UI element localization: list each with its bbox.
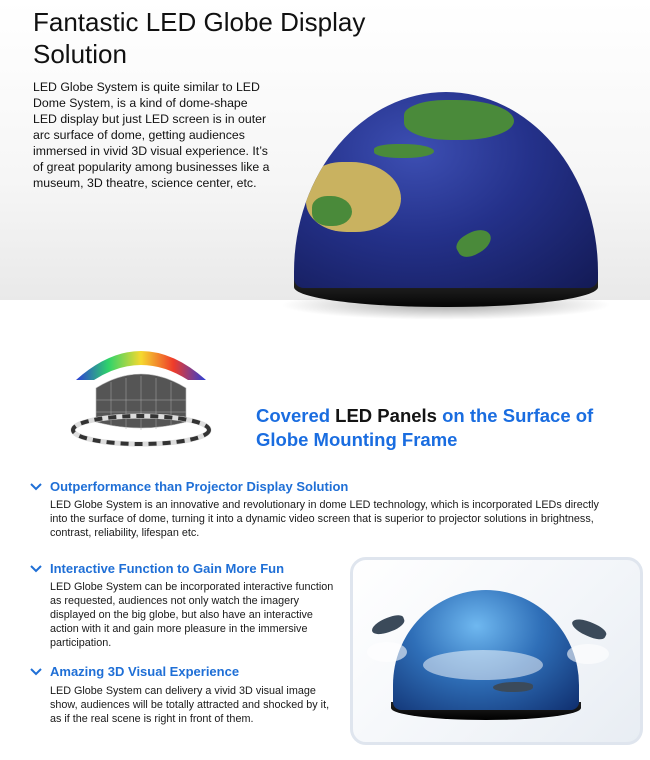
globe-frame-diagram: [66, 330, 216, 450]
heading-part-2: LED Panels: [335, 405, 437, 426]
chevron-down-icon: [30, 564, 42, 574]
heading-part-3: on the Surface of Globe Mounting Frame: [256, 405, 594, 450]
chevron-down-icon: [30, 482, 42, 492]
islands-landmass: [374, 144, 434, 158]
section-heading-interactive: [30, 561, 284, 576]
heading-part-1: Covered: [256, 405, 336, 426]
asia-landmass: [404, 100, 514, 140]
dolphin-shape: [493, 682, 533, 692]
splash-left: [367, 642, 407, 662]
chevron-down-icon: [30, 667, 42, 677]
new-zealand-landmass: [453, 224, 495, 261]
section-body-interactive: LED Globe System can be incorporated interactive function as requested, audiences not only watch the imagery displayed on the big globe, but also have an interactive action with it and gain more pleasure in the immersive participation.: [50, 581, 334, 649]
section-heading-text: Amazing 3D Visual Experience: [50, 664, 240, 679]
wave-splash: [423, 650, 543, 680]
section-heading-text: Outperformance than Projector Display Solution: [50, 479, 349, 494]
page-title: Fantastic LED Globe Display Solution: [33, 7, 366, 69]
splash-right: [567, 644, 609, 664]
globe-dome: [294, 92, 598, 288]
australia-vegetation: [312, 196, 352, 226]
dolphin-globe-dome: [393, 590, 579, 710]
section-body-outperformance: LED Globe System is an innovative and revolutionary in dome LED technology, which is incorporated LEDs directly into the surface of dome, turning it into a dynamic video screen that is superior to projector solutions in brightness, contrast, reliability, lifespan etc.: [50, 499, 599, 539]
dolphin-right: [570, 615, 609, 643]
led-globe-image: [286, 92, 606, 314]
covered-led-panels-heading: [256, 404, 616, 452]
dolphin-globe-image: [350, 557, 643, 745]
section-body-3d-visual: LED Globe System can delivery a vivid 3D visual image show, audiences will be totally attracted and shocked by it, as if the real scene is right in front of them.: [50, 685, 330, 725]
intro-paragraph: LED Globe System is quite similar to LED Dome System, is a kind of dome-shape LED display but just LED screen is in outer arc surface of dome, getting audiences immersed in vivid 3D visual experience. It’s of great popularity among businesses like a museum, 3D theatre, science center, etc.: [33, 80, 270, 190]
section-heading-text: Interactive Function to Gain More Fun: [50, 561, 285, 576]
dolphin-left: [370, 613, 407, 638]
section-heading-3d-visual: [30, 664, 239, 679]
section-heading-outperformance: [30, 479, 348, 494]
